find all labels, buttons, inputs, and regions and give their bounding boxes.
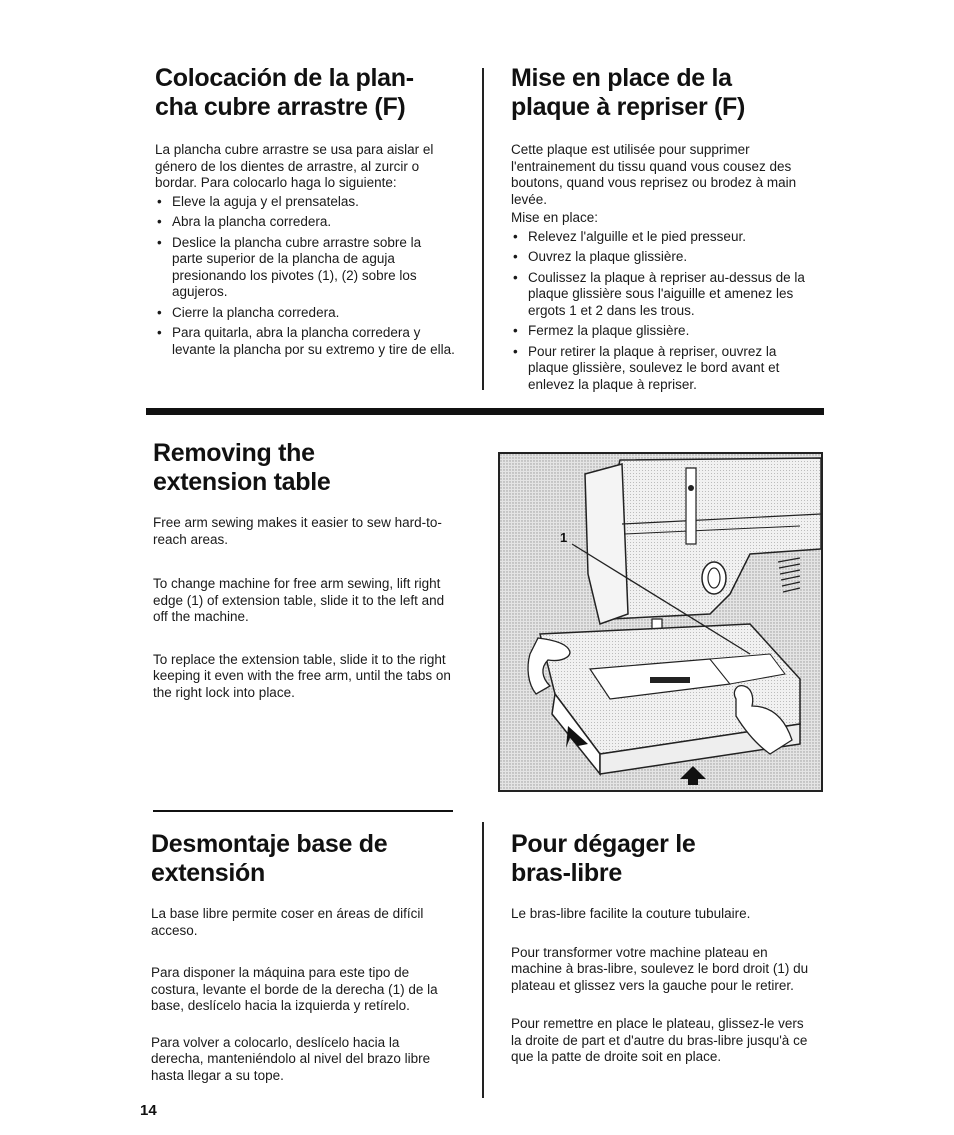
section-fr-bottom	[511, 830, 813, 1066]
title-line: extensión	[151, 859, 265, 887]
list-item: • Relevez l'alguille et le pied presseur.	[511, 229, 813, 246]
section-en	[153, 439, 453, 701]
bullet-list	[511, 229, 813, 394]
paragraph: Para volver a colocarlo, deslícelo hacia la derecha, manteniéndolo al nivel del brazo libre hasta llegar a su tope.	[151, 1034, 431, 1083]
intro-text: La plancha cubre arrastre se usa para aislar el género de los dientes de arrastre, al zurcir o bordar. Para colocarlo haga lo siguiente:	[155, 142, 434, 190]
section-es-top-title	[155, 64, 455, 122]
title-line: cha cubre arrastre (F)	[155, 93, 406, 121]
intro-text: Cette plaque est utilisée pour supprimer l'entrainement du tissu quand vous cousez des boutons, quand vous reprisez ou brodez à main levée.	[511, 142, 797, 207]
callout-label: 1	[560, 530, 568, 545]
section-en-title	[153, 439, 453, 497]
section-fr-top-title	[511, 64, 813, 122]
section-fr-bottom-title	[511, 830, 813, 888]
section-fr-top	[511, 64, 813, 397]
list-item: • Abra la plancha corredera.	[155, 214, 455, 231]
paragraph: To replace the extension table, slide it to the right keeping it even with the free arm, until the tabs on the right lock into place.	[153, 651, 451, 700]
column-divider	[482, 68, 484, 390]
section-separator-rule	[146, 408, 824, 415]
column-divider	[482, 822, 484, 1098]
paragraph: Para disponer la máquina para este tipo de costura, levante el borde de la derecha (1) de la base, deslícelo hacia la izquierda y retírelo.	[151, 965, 438, 1013]
title-line: extension table	[153, 468, 331, 496]
list-item: • Eleve la aguja y el prensatelas.	[155, 194, 455, 211]
paragraph: Free arm sewing makes it easier to sew hard-to-reach areas.	[153, 515, 442, 547]
title-line: Removing the	[153, 439, 315, 467]
list-item: • Deslice la plancha cubre arrastre sobre la parte superior de la plancha de aguja presionando los pivotes (1), (2) sobre los agujeros.	[155, 235, 455, 301]
title-line: bras-libre	[511, 859, 622, 887]
list-item: • Ouvrez la plaque glissière.	[511, 249, 813, 266]
list-item: • Cierre la plancha corredera.	[155, 305, 455, 322]
bullet-list	[155, 194, 455, 359]
paragraph: Pour remettre en place le plateau, glissez-le vers la droite de part et d'autre du bras-libre jusqu'à ce que la patte de droite soit en place.	[511, 1016, 808, 1064]
list-item: • Para quitarla, abra la plancha corredera y levante la plancha por su extremo y tire de ella.	[155, 325, 455, 358]
paragraph: Pour transformer votre machine plateau en machine à bras-libre, soulevez le bord droit (1) du plateau et glissez vers la gauche pour le retirer.	[511, 944, 809, 993]
title-line: Desmontaje base de	[151, 830, 388, 858]
list-item: • Pour retirer la plaque à repriser, ouvrez la plaque glissière, soulevez le bord avant et enlevez la plaque à repriser.	[511, 344, 813, 394]
section-es-top	[155, 64, 455, 362]
sewing-machine-illustration	[498, 452, 823, 792]
title-line: plaque à repriser (F)	[511, 93, 746, 121]
subhead-text: Mise en place:	[511, 210, 599, 225]
paragraph: To change machine for free arm sewing, lift right edge (1) of extension table, slide it to the left and off the machine.	[153, 576, 445, 624]
list-item: • Fermez la plaque glissière.	[511, 323, 813, 340]
sewing-machine-drawing	[500, 454, 821, 790]
section-es-bottom-title	[151, 830, 453, 888]
title-line: Colocación de la plan-	[155, 64, 414, 92]
list-item: • Coulissez la plaque à repriser au-dessus de la plaque glissière sous l'aiguille et amenez les ergots 1 et 2 dans les trous.	[511, 270, 813, 320]
paragraph: Le bras-libre facilite la couture tubulaire.	[511, 906, 751, 921]
title-line: Mise en place de la	[511, 64, 732, 92]
thin-rule	[153, 810, 453, 812]
paragraph: La base libre permite coser en áreas de difícil acceso.	[151, 906, 424, 938]
title-line: Pour dégager le	[511, 830, 696, 858]
section-es-bottom	[151, 830, 453, 1084]
page-number: 14	[140, 1102, 157, 1119]
